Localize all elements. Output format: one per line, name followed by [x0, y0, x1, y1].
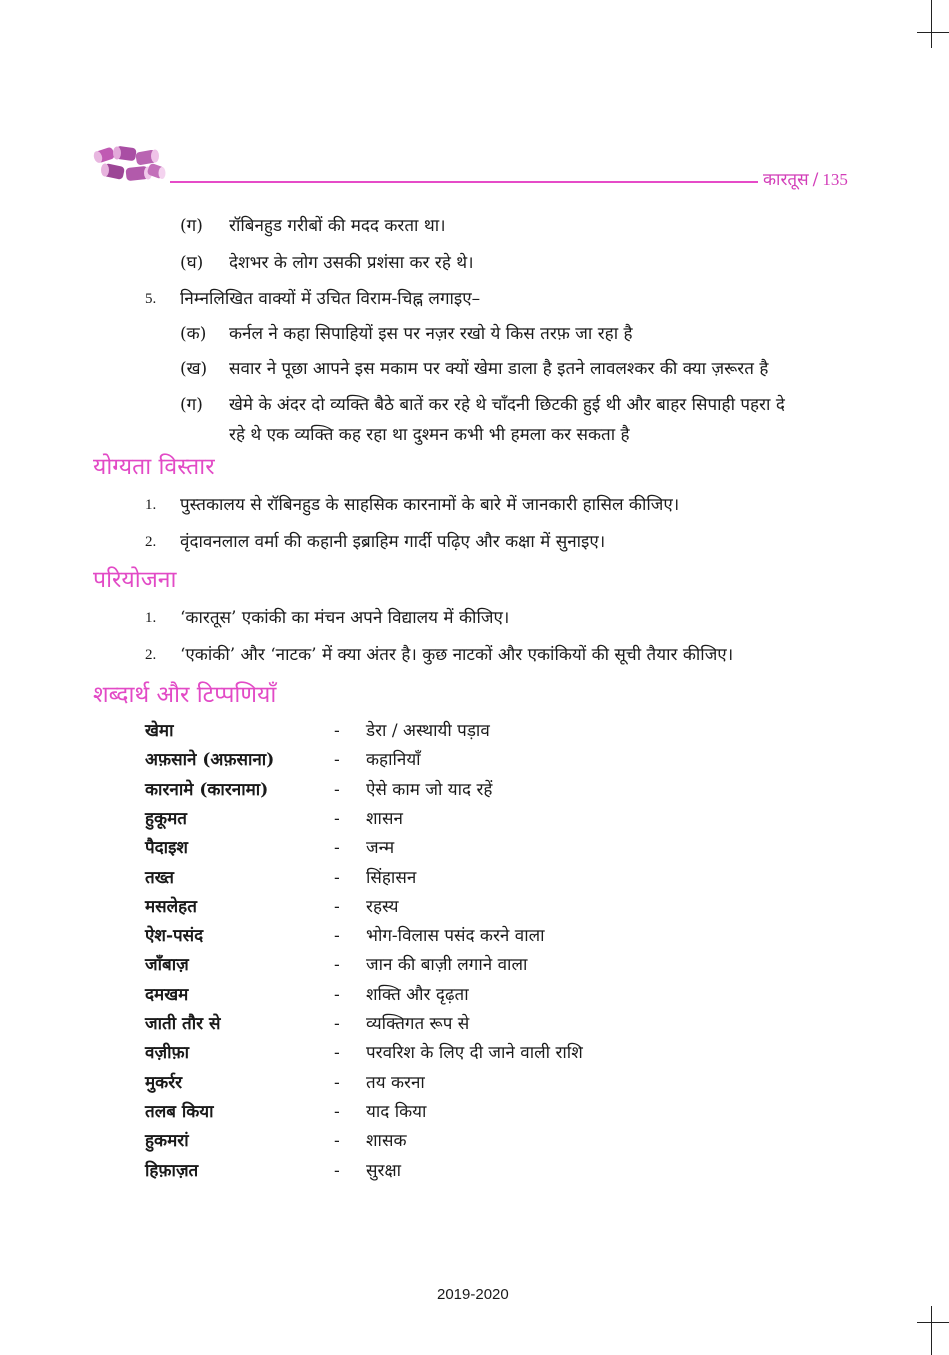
header-separator: / [812, 170, 819, 190]
glossary-meaning: सुरक्षा [366, 1161, 402, 1181]
glossary-dash: - [334, 838, 340, 858]
item-text: देशभर के लोग उसकी प्रशंसा कर रहे थे। [229, 253, 474, 273]
glossary-term: तख्त [145, 868, 174, 888]
glossary-term: ऐश-पसंद [145, 926, 204, 946]
glossary-term: पैदाइश [145, 838, 188, 858]
glossary-term: मुकर्रर [145, 1073, 183, 1093]
glossary-dash: - [334, 985, 340, 1005]
glossary-term: दमखम [145, 985, 189, 1005]
section-heading-yogyata: योग्यता विस्तार [93, 454, 215, 480]
crop-mark-bottom-right-h [917, 1322, 949, 1323]
glossary-dash: - [334, 809, 340, 829]
item-marker: (क) [180, 324, 207, 344]
list-number: 1. [145, 610, 157, 626]
section-heading-pariyojana: परियोजना [93, 567, 177, 593]
glossary-term: मसलेहत [145, 897, 197, 917]
glossary-dash: - [334, 1073, 340, 1093]
list-number: 1. [145, 497, 157, 513]
glossary-dash: - [334, 1131, 340, 1151]
question-number: 5. [145, 291, 157, 307]
glossary-dash: - [334, 926, 340, 946]
glossary-meaning: शक्ति और दृढ़ता [366, 985, 469, 1005]
list-item: ‘एकांकी’ और ‘नाटक’ में क्या अंतर है। कुछ नाटकों और एकांकियों की सूची तैयार कीजिए। [180, 645, 734, 665]
glossary-meaning: व्यक्तिगत रूप से [366, 1014, 470, 1034]
glossary-meaning: शासन [366, 809, 403, 829]
glossary-meaning: कहानियाँ [366, 750, 421, 770]
item-marker: (ग) [180, 395, 203, 415]
running-header [763, 167, 848, 190]
glossary-term: अफ़साने (अफ़साना) [145, 750, 275, 770]
glossary-term: जाँबाज़ [145, 955, 189, 975]
glossary-term: तलब किया [145, 1102, 214, 1122]
item-text: सवार ने पूछा आपने इस मकाम पर क्यों खेमा डाला है इतने लावलश्कर की क्या ज़रूरत है [229, 359, 769, 379]
footer-year: 2019-2020 [437, 1286, 509, 1303]
glossary-meaning: तय करना [366, 1073, 425, 1093]
header-rule [170, 181, 758, 183]
glossary-meaning: डेरा / अस्थायी पड़ाव [366, 721, 490, 741]
item-text: कर्नल ने कहा सिपाहियों इस पर नज़र रखो ये किस तरफ़ जा रहा है [229, 324, 633, 344]
cartridges-icon [92, 143, 170, 189]
crop-mark-bottom-right-v [931, 1306, 932, 1355]
glossary-term: हुकूमत [145, 809, 187, 829]
glossary-dash: - [334, 1102, 340, 1122]
page-number: 135 [822, 170, 848, 189]
glossary-dash: - [334, 1014, 340, 1034]
crop-mark-top-right-v [931, 0, 932, 48]
glossary-meaning: ऐसे काम जो याद रहें [366, 780, 493, 800]
glossary-meaning: सिंहासन [366, 868, 417, 888]
glossary-meaning: जन्म [366, 838, 395, 858]
glossary-meaning: परवरिश के लिए दी जाने वाली राशि [366, 1043, 583, 1063]
item-marker: (घ) [180, 253, 204, 273]
glossary-meaning: भोग-विलास पसंद करने वाला [366, 926, 545, 946]
glossary-meaning: शासक [366, 1131, 407, 1151]
section-heading-glossary: शब्दार्थ और टिप्पणियाँ [93, 682, 277, 708]
list-item: ‘कारतूस’ एकांकी का मंचन अपने विद्यालय में कीजिए। [180, 608, 510, 628]
list-item: वृंदावनलाल वर्मा की कहानी इब्राहिम गार्दी पढ़िए और कक्षा में सुनाइए। [180, 532, 606, 552]
glossary-term: वज़ीफ़ा [145, 1043, 189, 1063]
item-marker: (ग) [180, 216, 203, 236]
crop-mark-top-right-h [917, 32, 949, 33]
glossary-dash: - [334, 721, 340, 741]
glossary-term: हिफ़ाज़त [145, 1161, 199, 1181]
glossary-dash: - [334, 897, 340, 917]
glossary-dash: - [334, 868, 340, 888]
item-text-continued: रहे थे एक व्यक्ति कह रहा था दुश्मन कभी भी हमला कर सकता है [229, 425, 630, 445]
item-text: रॉबिनहुड गरीबों की मदद करता था। [229, 216, 446, 236]
glossary-term: कारनामे (कारनामा) [145, 780, 269, 800]
glossary-dash: - [334, 955, 340, 975]
glossary-dash: - [334, 750, 340, 770]
glossary-term: खेमा [145, 721, 174, 741]
glossary-dash: - [334, 780, 340, 800]
glossary-dash: - [334, 1161, 340, 1181]
question-prompt: निम्नलिखित वाक्यों में उचित विराम-चिह्न लगाइए– [180, 289, 481, 309]
glossary-term: जाती तौर से [145, 1014, 221, 1034]
glossary-dash: - [334, 1043, 340, 1063]
item-marker: (ख) [180, 359, 208, 379]
glossary-meaning: याद किया [366, 1102, 427, 1122]
list-number: 2. [145, 534, 157, 550]
item-text: खेमे के अंदर दो व्यक्ति बैठे बातें कर रहे थे चाँदनी छिटकी हुई थी और बाहर सिपाही पहरा दे [229, 395, 785, 415]
glossary-meaning: जान की बाज़ी लगाने वाला [366, 955, 528, 975]
list-item: पुस्तकालय से रॉबिनहुड के साहसिक कारनामों के बारे में जानकारी हासिल कीजिए। [180, 495, 680, 515]
list-number: 2. [145, 647, 157, 663]
glossary-meaning: रहस्य [366, 897, 399, 917]
chapter-title: कारतूस [763, 170, 809, 190]
glossary-term: हुकमरां [145, 1131, 189, 1151]
